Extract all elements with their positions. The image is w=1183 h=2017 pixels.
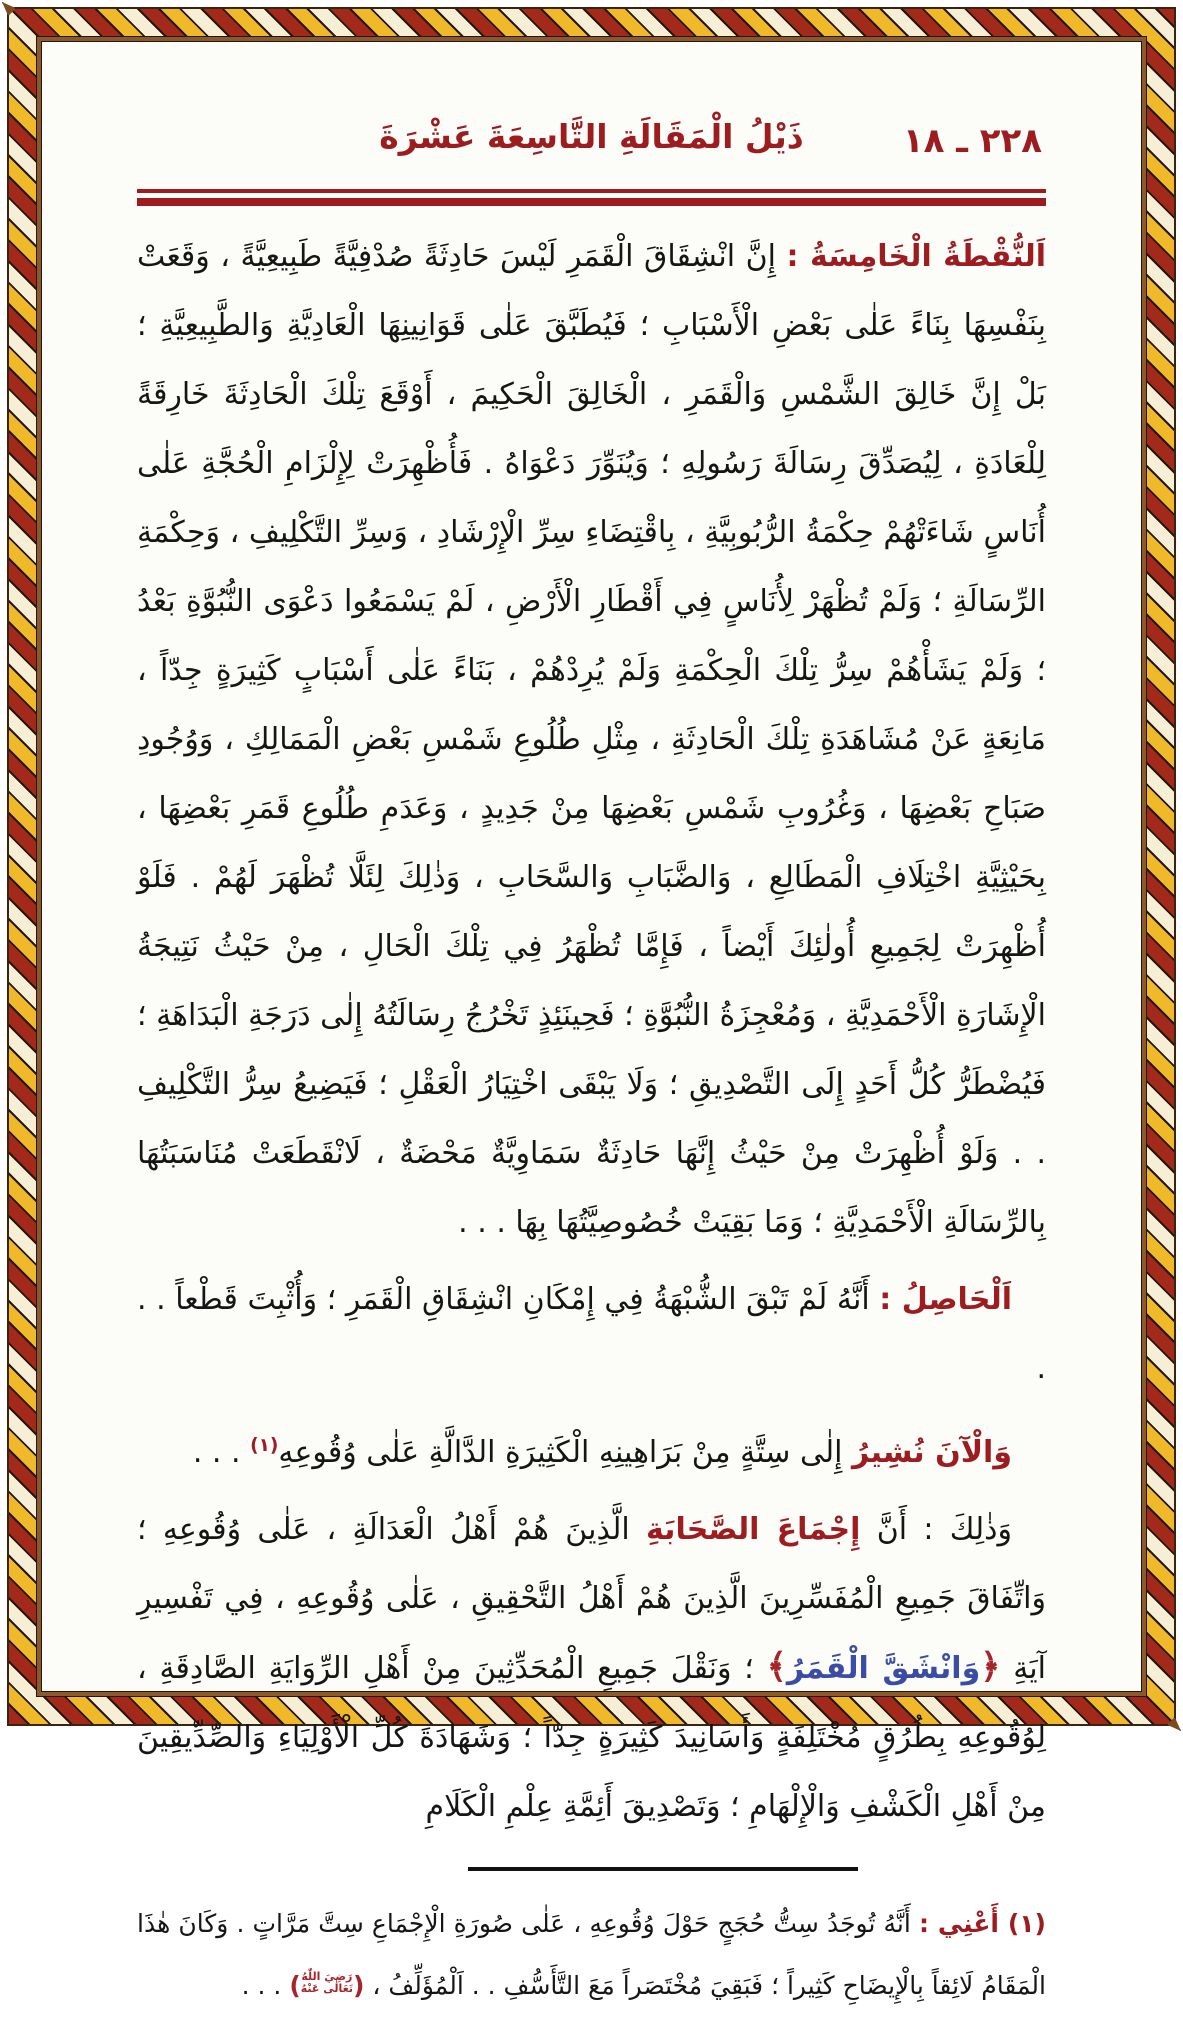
paragraph-body: أَنَّهُ لَمْ تَبْقَ الشُّبْهَةُ فِي إِمْكَانِ انْشِقَاقِ الْقَمَرِ ؛ وَأُثْبِتَ قَطْعاً . . . [137,1282,1046,1386]
paragraph-lead-red: اَلنُّقْطَةُ الْخَامِسَةُ : [786,239,1046,274]
paragraph-body: وَذٰلِكَ : أَنَّ [860,1512,1013,1547]
quran-verse-open-bracket: ﴿ [980,1647,1001,1687]
paragraph-fifth-point [137,222,1046,1257]
paragraph-body: إِنَّ انْشِقَاقَ الْقَمَرِ لَيْسَ حَادِثَةً صُدْفِيَّةً طَبِيعِيَّةً ، وَقَعَتْ بِنَفْسِهَا بِنَاءً عَلٰى بَعْضِ الْأَسْبَابِ ؛ فَيُطَبَّقَ عَلٰى قَوَانِينِهَا الْعَادِيَّةِ وَالطَّبِيعِيَّةِ ؛ بَلْ إِنَّ خَالِقَ الشَّمْسِ وَالْقَمَرِ ، الْخَالِقَ الْحَكِيمَ ، أَوْقَعَ تِلْكَ الْحَادِثَةَ خَارِقَةً لِلْعَادَةِ ، لِيُصَدِّقَ رِسَالَةَ رَسُولِهِ ؛ وَيُنَوِّرَ دَعْوَاهُ . فَأُظْهِرَتْ لِإِلْزَامِ الْحُجَّةِ عَلٰى أُنَاسٍ شَاءَتْهُمْ حِكْمَةُ الرُّبُوبِيَّةِ ، بِاقْتِضَاءِ سِرِّ الْإِرْشَادِ ، وَسِرِّ التَّكْلِيفِ ، وَحِكْمَةِ الرِّسَالَةِ ؛ وَلَمْ تُظْهَرْ لِأُنَاسٍ فِي أَقْطَارِ الْأَرْضِ ، لَمْ يَسْمَعُوا دَعْوَى النُّبُوَّةِ بَعْدُ ؛ وَلَمْ يَشَأْهُمْ سِرُّ تِلْكَ الْحِكْمَةِ وَلَمْ يُرِدْهُمْ ، بَنَاءً عَلٰى أَسْبَابٍ كَثِيرَةٍ جِدّاً ، مَانِعَةٍ عَنْ مُشَاهَدَةِ تِلْكَ الْحَادِثَةِ ، مِثْلِ طُلُوعِ شَمْسِ بَعْضِ الْمَمَالِكِ ، وَوُجُودِ صَبَاحِ بَعْضِهَا ، وَغُرُوبِ شَمْسِ بَعْضِهَا مِنْ جَدِيدٍ ، وَعَدَمِ طُلُوعِ قَمَرِ بَعْضِهَا ، بِحَيْثِيَّةِ اخْتِلَافِ الْمَطَالِعِ ، وَالضَّبَابِ وَالسَّحَابِ ، وَذٰلِكَ لِئَلَّا تُظْهَرَ لَهُمْ . فَلَوْ أُظْهِرَتْ لِجَمِيعِ أُولٰئِكَ أَيْضاً ، فَإِمَّا تُظْهَرُ فِي تِلْكَ الْحَالِ ، مِنْ حَيْثُ نَتِيجَةُ الْإِشَارَةِ الْأَحْمَدِيَّةِ ، وَمُعْجِزَةُ النُّبُوَّةِ ؛ فَحِينَئِذٍ تَخْرُجُ رِسَالَتُهُ إِلٰى دَرَجَةِ الْبَدَاهَةِ ؛ فَيُضْطَرُّ كُلُّ أَحَدٍ إِلَى التَّصْدِيقِ ؛ وَلَا يَبْقَى اخْتِيَارُ الْعَقْلِ ؛ فَيَضِيعُ سِرُّ التَّكْلِيفِ . . وَلَوْ أُظْهِرَتْ مِنْ حَيْثُ إِنَّهَا حَادِثَةٌ سَمَاوِيَّةٌ مَحْضَةٌ ، لَانْقَطَعَتْ مُنَاسَبَتُهَا بِالرِّسَالَةِ الْأَحْمَدِيَّةِ ؛ وَمَا بَقِيَتْ خُصُوصِيَّتُهَا بِهَا . . . [137,239,1046,1240]
paragraph-trailing-dots: . . . [192,1435,251,1470]
paragraph-body: الَّذِينَ هُمْ أَهْلُ الْعَدَالَةِ ، عَلٰى وُقُوعِهِ ؛ وَاتِّفَاقَ جَمِيعِ الْمُفَسِّرِينَ الَّذِينَ هُمْ أَهْلُ التَّحْقِيقِ ، عَلٰى وُقُوعِهِ ، فِي تَفْسِيرِ آيَةِ [137,1512,1046,1686]
footnote-body: أَنَّهُ تُوجَدُ سِتُّ حُجَجٍ حَوْلَ وُقُوعِهِ ، عَلٰى صُورَةِ الْإِجْمَاعِ سِتَّ مَرَّاتٍ . وَكَانَ هٰذَا الْمَقَامُ لَائِقاً بِالْإِيضَاحِ كَثِيراً ؛ فَبَقِيَ مُخْتَصَراً مَعَ التَّأَسُّفِ . . اَلْمُؤَلِّفُ ، [137,1909,1046,2000]
footnote-reference: (١) [250,1435,279,1456]
page-header [137,113,1046,179]
footnote-trailing-dots: . . . [241,1971,290,2000]
paragraph-lead-red: اَلْحَاصِلُ : [879,1282,1012,1317]
quran-verse-close-bracket: ﴾ [766,1647,787,1687]
quran-verse-text: وَانْشَقَّ الْقَمَرُ [786,1651,981,1686]
body-text [137,222,1046,1841]
footnote-section [137,1867,1046,2017]
footnote-marker: (١) أَعْنِي : [918,1909,1046,1938]
page-paper [37,37,1146,2000]
page-title: ذَيْلُ الْمَقَالَةِ التَّاسِعَةَ عَشْرَةَ [379,117,804,156]
paragraph-body: ؛ وَنَقْلَ جَمِيعِ الْمُحَدِّثِينَ مِنْ أَهْلِ الرِّوَايَةِ الصَّادِقَةِ ، لِوُقُوعِهِ بِطُرُقٍ مُخْتَلِفَةٍ وَأَسَانِيدَ كَثِيرَةٍ جِدّاً ؛ وَشَهَادَةَ كُلِّ الْأَوْلِيَاءِ وَالصِّدِّيقِينَ مِنْ أَهْلِ الْكَشْفِ وَالْإِلْهَامِ ؛ وَتَصْدِيقَ أَئِمَّةِ عِلْمِ الْكَلَامِ [137,1651,1046,1824]
footnote-separator-line [468,1867,858,1871]
divider-thick-line [137,198,1046,206]
paragraph-conclusion [137,1265,1046,1403]
paragraph-lead-red: وَالْآنَ نُشِيرُ [851,1435,1012,1470]
paragraph-body: إِلٰى سِتَّةٍ مِنْ بَرَاهِينِهِ الْكَثِيرَةِ الدَّالَّةِ عَلٰى وُقُوعِهِ [278,1435,852,1470]
honorific-seal: (رَضِيَ اللّٰهُ تَعَالٰى عَنْهُ) [289,1970,365,2000]
page-number: ٢٢٨ ـ ١٨ [902,121,1042,161]
honorific-seal-calligraphy: رَضِيَ اللّٰهُ تَعَالٰى عَنْهُ [300,1970,353,1995]
paragraph-consensus [137,1495,1046,1841]
header-divider [137,189,1046,206]
footnote-text [137,1893,1046,2017]
page-content [85,85,1098,2000]
paragraph-now-we-point [137,1411,1046,1487]
paragraph-lead-red: إِجْمَاعَ الصَّحَابَةِ [645,1512,861,1547]
